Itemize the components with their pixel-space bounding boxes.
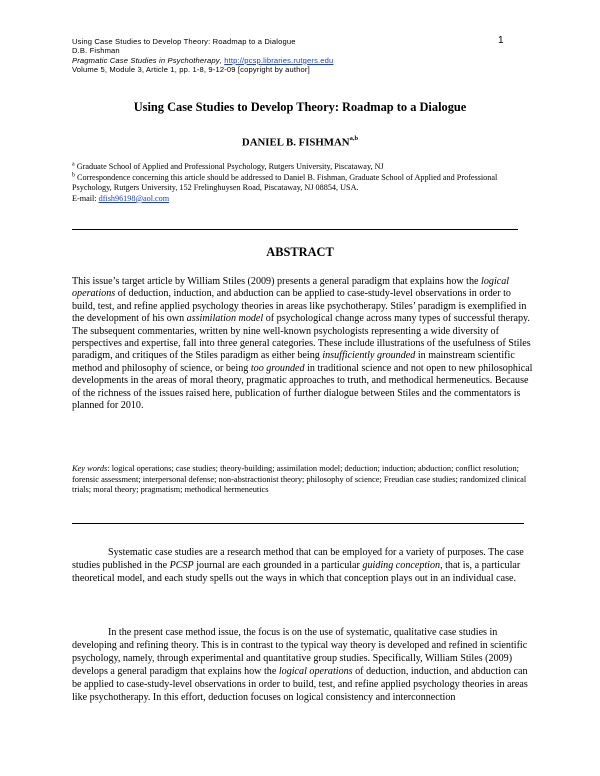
article-title: Using Case Studies to Develop Theory: Roadmap to a Dialogue [133,100,467,114]
abstract-text-run: in mainstream scientific method and philosophy of science, or being [72,350,515,374]
journal-name: Pragmatic Case Studies in Psychotherapy [72,55,220,65]
email-link[interactable]: dfish96198@aol.com [98,193,170,203]
body-text-run: of deduction, induction, and abduction can be applied to case-study-level observations in order to build, test, and refine applied psychology theories in areas like psychotherapy. In this effort, deduction focuses on logical consistency and interconnection [72,666,528,704]
running-head-journal-line [72,56,522,65]
body-italic: guiding conception [362,560,441,572]
abstract-text [72,276,534,412]
affiliation-a [72,162,532,173]
author-name: DANIEL B. FISHMAN [241,136,350,149]
running-head [72,37,522,74]
affiliation-b [72,173,532,194]
abstract-heading: ABSTRACT [266,245,334,259]
affiliation-b-mark: b [72,171,75,178]
page-number: 1 [498,35,504,46]
abstract-italic: assimilation model [186,313,264,325]
affiliation-b-text: Correspondence concerning this article should be addressed to Daniel B. Fishman, Graduate School of Applied and Professional Psychology, Rutgers University, 152 Frelinghuysen Road, Piscataway, NJ 08854, USA. [72,172,498,193]
abstract-text-run: in traditional science and not open to new philosophical developments in the areas of moral theory, pragmatic approaches to truth, and methodical hermeneutics. Because of the richness of the issues raised here, publication of further dialogue between Stiles and the commentators is planned for 2010. [72,362,533,412]
author-superscript: a,b [349,135,359,142]
body-italic: logical operations [278,666,353,678]
abstract-italic: insufficiently grounded [322,350,416,362]
keywords [72,464,534,496]
keywords-text: : logical operations; case studies; theory-building; assimilation model; deduction; induction; abduction; conflict resolution; forensic assessment; interpersonal defense; non-abstractionist theory; philosophy of science; Freudian case studies; randomized clinical trials; moral theory; pragmatism; methodical hermeneutics [72,464,527,494]
body-italic: PCSP [169,560,194,572]
keywords-label: Key words [72,464,108,473]
header-divider [72,229,518,230]
body-text-run: In the present case method issue, the focus is on the use of systematic, qualitative case studies in developing and refining theory. This is in contrast to the typical way theory is developed and refined in scientific psychology, namely, through experimental and quantitative group studies. Specifically, William Stiles (2009) develops a general paradigm that explains how the [72,627,528,678]
journal-separator: , [219,55,225,65]
running-head-author: D.B. Fishman [72,46,120,56]
affiliation-a-mark: a [72,161,75,168]
body-paragraph-2 [72,626,534,705]
author-line [60,136,540,149]
email-label: E-mail: [72,193,99,203]
abstract-italic: logical operations [72,276,510,300]
body-paragraph-1 [72,546,534,585]
abstract-text-run: of deduction, induction, and abduction can be applied to case-study-level observations in order to build, test, and refine applied psychology theories in areas like psychotherapy. Stiles’ paradigm is exemplified in the development of his own [72,288,527,325]
body-text-run: journal are each grounded in a particular [193,560,363,572]
body-text-run: , that is, a particular theoretical model, and each study spells out the ways in which that conception plays out in an individual case. [72,560,521,585]
running-head-title: Using Case Studies to Develop Theory: Roadmap to a Dialogue [72,37,296,46]
abstract-italic: too grounded [250,362,305,374]
keywords-divider [72,523,524,524]
affiliations [72,162,532,204]
abstract-text-run: This issue’s target article by William Stiles (2009) presents a general paradigm that explains how the [72,276,482,287]
journal-url-link[interactable]: http://pcsp.libraries.rutgers.edu [224,55,334,65]
running-head-citation: Volume 5, Module 3, Article 1, pp. 1-8, 9-12-09 [copyright by author] [72,64,310,74]
affiliation-a-text: Graduate School of Applied and Professional Psychology, Rutgers University, Piscataway, NJ [74,162,384,171]
abstract-text-run: of psychological change across many types of successful therapy. The subsequent commentaries, written by nine well-known psychologists representing a wide diversity of perspectives and expertise, fall into three general categories. These include illustrations of the usefulness of Stiles paradigm, and critiques of the Stiles paradigm as either being [72,313,531,362]
body-text-run: Systematic case studies are a research method that can be employed for a variety of purposes. The case studies published in the [72,547,524,572]
email-line [72,194,532,205]
